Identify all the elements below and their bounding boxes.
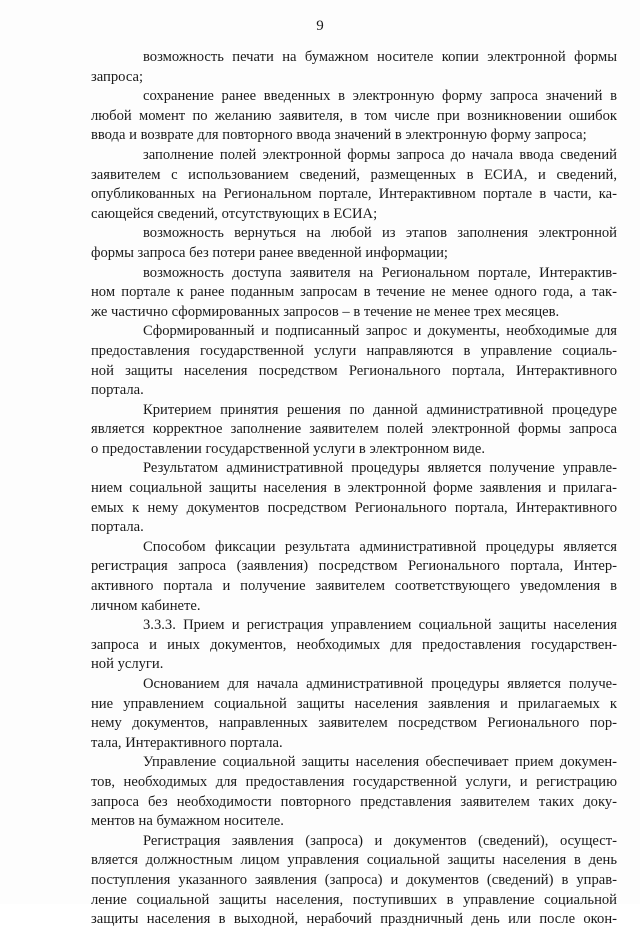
text-line: ном портале к ранее поданным запросам в течение не менее одного года, а так- <box>91 284 617 301</box>
text-line: активного портала и получение заявителем соответствующего уведомления в <box>91 578 617 595</box>
text-line: заявителем с использованием сведений, размещенных в ЕСИА, и сведений, <box>91 166 617 183</box>
text-line: же частично сформированных запросов – в течение не менее трех месяцев. <box>91 303 560 320</box>
text-line: портала. <box>91 382 144 399</box>
paragraph <box>91 264 617 323</box>
paragraph <box>91 87 617 146</box>
text-line: тов, необходимых для предоставления государственной услуги, и регистрацию <box>91 773 617 790</box>
text-line: тала, Интерактивного портала. <box>91 734 283 751</box>
text-line: ние управлением социальной защиты населения заявления и прилагаемых к <box>91 695 617 712</box>
text-line: сохранение ранее введенных в электронную форму запроса значений в <box>143 88 617 105</box>
page-number: 9 <box>316 18 324 34</box>
text-line: Результатом административной процедуры является получение управле- <box>143 460 617 477</box>
text-line: возможность печати на бумажном носителе копии электронной формы <box>143 49 617 65</box>
paragraph <box>91 538 617 616</box>
text-line: предоставления государственной услуги направляются в управление социаль- <box>91 342 617 359</box>
paragraph <box>91 146 617 224</box>
text-line: нему документов, направленных заявителем посредством Регионального пор- <box>91 715 617 732</box>
text-line: Управление социальной защиты населения обеспечивает прием докумен- <box>143 754 617 771</box>
paragraph <box>91 459 617 537</box>
paragraph <box>91 48 617 87</box>
text-line: вляется должностным лицом управления социальной защиты населения в день <box>91 852 617 869</box>
text-line: возможность доступа заявителя на Региональном портале, Интерактив- <box>143 264 617 281</box>
text-line: сающейся сведений, отсутствующих в ЕСИА; <box>91 205 378 222</box>
text-line: Способом фиксации результата административной процедуры является <box>143 538 617 555</box>
text-line: Сформированный и подписанный запрос и документы, необходимые для <box>143 323 617 340</box>
paragraph <box>91 322 617 400</box>
text-line: портала. <box>91 519 144 536</box>
text-line: заполнение полей электронной формы запроса до начала ввода сведений <box>143 146 617 163</box>
text-line: ментов на бумажном носителе. <box>91 813 284 830</box>
text-line: Регистрация заявления (запроса) и документов (сведений), осущест- <box>143 832 617 849</box>
paragraph <box>91 616 617 675</box>
paragraph <box>91 224 617 263</box>
text-line: ление социальной защиты населения, поступивших в управление социальной <box>91 891 617 908</box>
text-line: формы запроса без потери ранее введенной информации; <box>91 244 448 261</box>
text-line: ной защиты населения посредством Регионального портала, Интерактивного <box>91 362 617 379</box>
text-line: является корректное заполнение заявителем полей электронной формы запроса <box>91 421 617 438</box>
text-line: защиты населения в выходной, нерабочий праздничный день или после окон- <box>91 911 617 928</box>
text-line: запроса и иных документов, необходимых для предоставления государствен- <box>91 636 617 653</box>
text-line: опубликованных на Региональном портале, Интерактивном портале в части, ка- <box>91 186 617 203</box>
paragraph <box>91 675 617 753</box>
text-line: Основанием для начала административной процедуры является получе- <box>143 676 617 692</box>
text-line: ной услуги. <box>91 656 164 673</box>
text-line: поступления указанного заявления (запроса) и документов (сведений) в управ- <box>91 871 617 888</box>
paragraph <box>91 832 617 930</box>
text-line: регистрация запроса (заявления) посредством Регионального портала, Интер- <box>91 558 617 575</box>
text-line: Критерием принятия решения по данной административной процедуре <box>143 401 617 418</box>
text-line: 3.3.3. Прием и регистрация управлением социальной защиты населения <box>143 617 617 634</box>
text-line: возможность вернуться на любой из этапов заполнения электронной <box>143 225 617 242</box>
text-line: запроса; <box>91 68 144 85</box>
text-line: емых к нему документов посредством Регионального портала, Интерактивного <box>91 499 617 516</box>
text-line: запроса без необходимости повторного представления заявителем таких доку- <box>91 793 617 810</box>
text-line: личном кабинете. <box>91 597 201 614</box>
text-line: ввода и возврате для повторного ввода значений в электронную форму запроса; <box>91 127 587 144</box>
text-line: нием социальной защиты населения в электронной форме заявления и прилага- <box>91 480 617 497</box>
document-body <box>91 48 617 930</box>
text-line: о предоставлении государственной услуги в электронном виде. <box>91 440 486 457</box>
text-line: любой момент по желанию заявителя, в том числе при возникновении ошибок <box>91 107 617 124</box>
paragraph <box>91 401 617 460</box>
paragraph <box>91 753 617 831</box>
